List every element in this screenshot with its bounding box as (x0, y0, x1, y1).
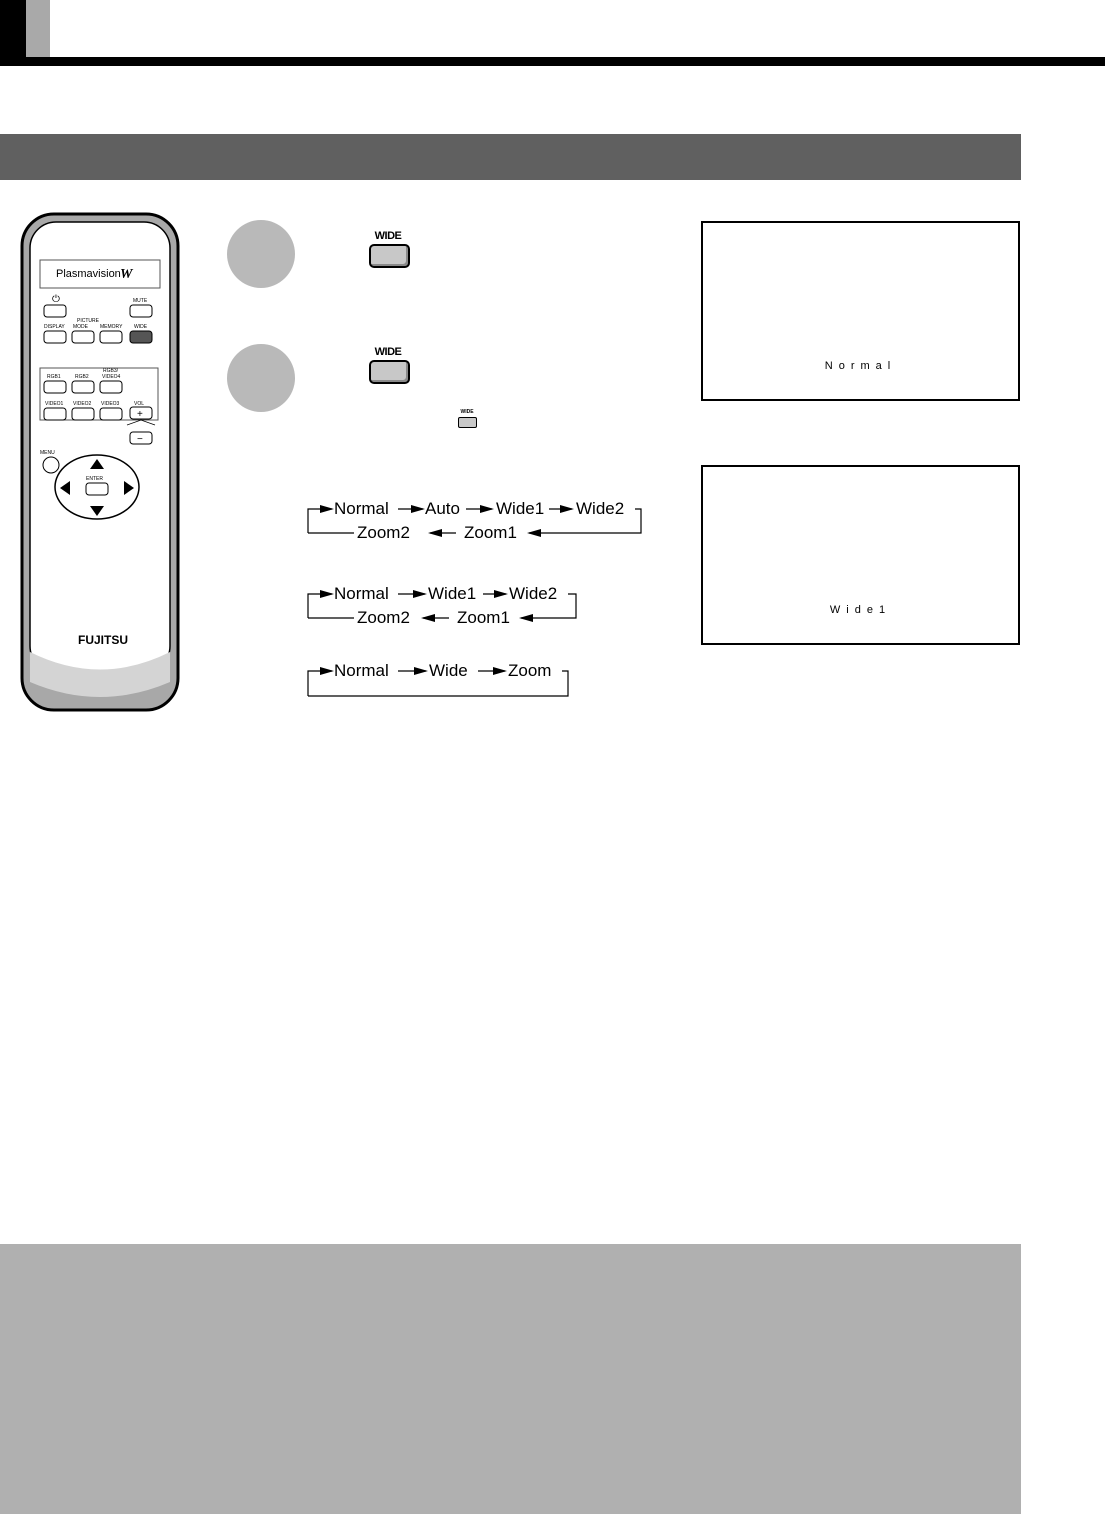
section-title-bar (0, 134, 1021, 180)
enter-button[interactable] (86, 483, 108, 495)
rgb2-button[interactable] (72, 381, 94, 393)
step-1-wide-key (369, 244, 410, 268)
inline-wide-label: WIDE (460, 409, 474, 415)
display-button[interactable] (44, 331, 66, 343)
video4-label: VIDEO4 (102, 374, 121, 380)
video1-label: VIDEO1 (45, 401, 64, 407)
screen-wide1-label: Wide1 (829, 604, 892, 616)
cycle-3-normal: Normal (334, 661, 389, 680)
screen-normal (701, 221, 1020, 401)
vol-down-icon: − (137, 434, 143, 445)
cycle-2-normal: Normal (334, 584, 389, 603)
rgb3-video4-button[interactable] (100, 381, 122, 393)
cycle-3-wide: Wide (429, 661, 468, 680)
rgb1-label: RGB1 (47, 374, 61, 380)
cycle-1-zoom1: Zoom1 (464, 523, 517, 542)
display-label: DISPLAY (44, 324, 65, 330)
header-tab-gray (26, 0, 50, 58)
screen-wide1 (701, 465, 1020, 645)
enter-label: ENTER (86, 476, 103, 482)
rgb1-button[interactable] (44, 381, 66, 393)
screen-normal-label: Normal (824, 360, 897, 372)
fujitsu-logo: FUJITSU (78, 633, 129, 647)
video2-label: VIDEO2 (73, 401, 92, 407)
cycle-1-zoom2: Zoom2 (357, 523, 410, 542)
cycle-2-wide1: Wide1 (428, 584, 477, 603)
cycle-1-auto: Auto (425, 499, 460, 518)
memory-label: MEMORY (100, 324, 123, 330)
vol-label: VOL (134, 401, 145, 407)
memory-button[interactable] (100, 331, 122, 343)
picture-group-label: PICTURE (77, 318, 99, 324)
rgb3-label: RGB3/ (103, 368, 119, 374)
wide-button-highlighted[interactable] (130, 331, 152, 343)
inline-wide-key (458, 417, 477, 428)
mute-label: MUTE (133, 298, 148, 304)
inline-wide-button[interactable] (454, 409, 480, 431)
wide-label: WIDE (134, 324, 148, 330)
power-button[interactable] (44, 305, 66, 317)
video1-button[interactable] (44, 408, 66, 420)
note-box (0, 1244, 1021, 1514)
step-2-wide-label: WIDE (374, 346, 402, 358)
cycle-2-zoom1: Zoom1 (457, 608, 510, 627)
header-tab-black (0, 0, 26, 58)
cycle-1-wide1: Wide1 (496, 499, 545, 518)
vol-up-icon: + (137, 409, 143, 420)
header-rule (0, 57, 1105, 66)
step-1-circle (227, 220, 295, 288)
power-icon: ⏻ (52, 294, 60, 305)
remote-brand-mark: W (120, 267, 133, 282)
mode-label: MODE (73, 324, 88, 330)
step-2-wide-button[interactable] (366, 346, 410, 386)
menu-button[interactable] (43, 457, 59, 473)
video3-label: VIDEO3 (101, 401, 120, 407)
cycle-3-zoom: Zoom (508, 661, 552, 680)
rgb2-label: RGB2 (75, 374, 89, 380)
mute-button[interactable] (130, 305, 152, 317)
step-2-wide-key (369, 360, 410, 384)
video2-button[interactable] (72, 408, 94, 420)
mode-button[interactable] (72, 331, 94, 343)
menu-label: MENU (40, 450, 55, 456)
step-2-circle (227, 344, 295, 412)
remote-control-illustration (20, 212, 182, 714)
cycle-1-wide2: Wide2 (576, 499, 625, 518)
cycle-2-zoom2: Zoom2 (357, 608, 410, 627)
remote-brand: Plasmavision (56, 268, 121, 280)
step-1-wide-button[interactable] (366, 230, 410, 270)
cycle-1-normal: Normal (334, 499, 389, 518)
step-1-wide-label: WIDE (374, 230, 402, 242)
video3-button[interactable] (100, 408, 122, 420)
cycle-2-wide2: Wide2 (509, 584, 558, 603)
